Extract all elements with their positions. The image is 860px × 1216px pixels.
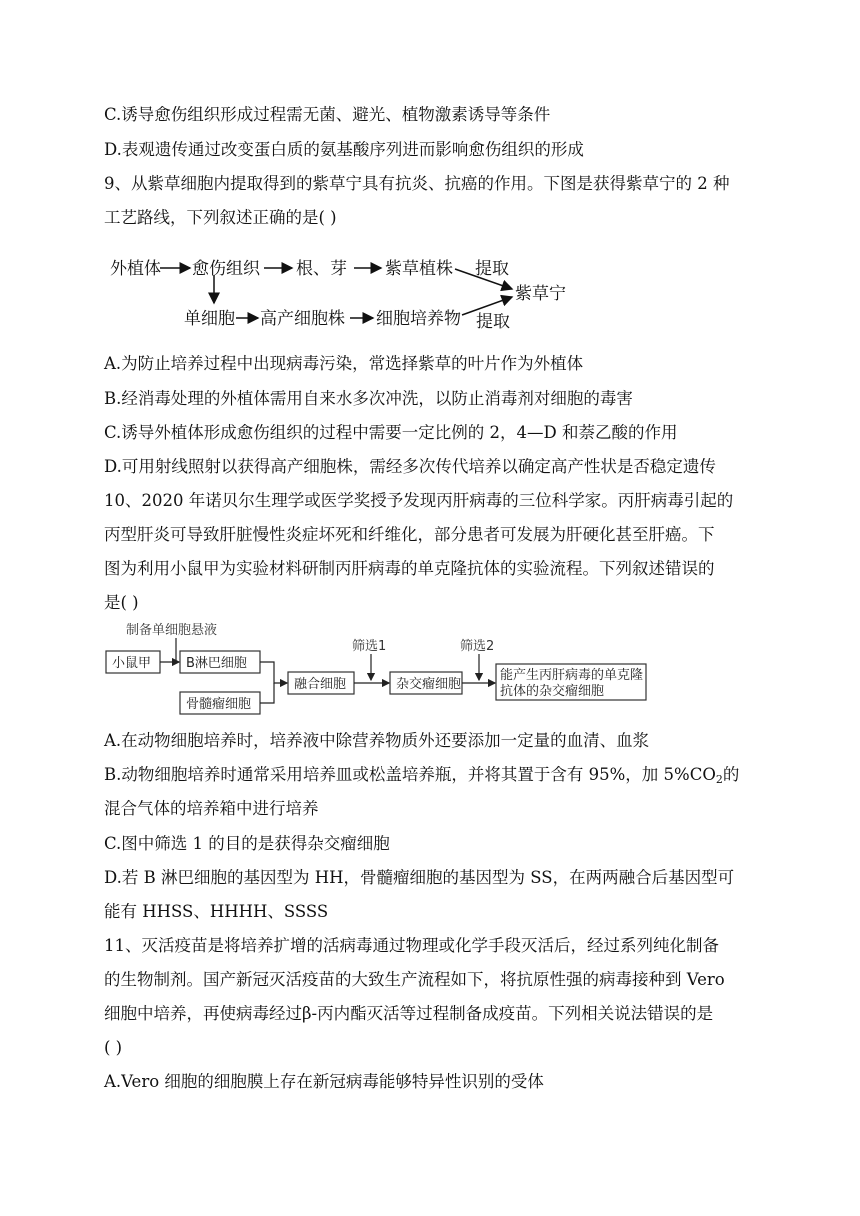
option-b-q10: B.动物细胞培养时通常采用培养皿或松盖培养瓶，并将其置于含有 95%，加 $5\%CO_2$的: [104, 765, 740, 786]
explant-label: 外植体: [110, 259, 161, 279]
option-b-q9: B.经消毒处理的外植体需用自来水多次冲洗，以防止消毒剂对细胞的毒害: [104, 389, 633, 408]
option-d-q10-line2: 能有 HHSS、HHHH、SSSS: [104, 902, 329, 921]
option-c-q8: C.诱导愈伤组织形成过程需无菌、避光、植物激素诱导等条件: [104, 105, 551, 124]
result-line1: 能产生丙肝病毒的单克隆: [500, 668, 644, 683]
option-c-q9: C.诱导外植体形成愈伤组织的过程中需要一定比例的 2，4—D 和萘乙酸的作用: [104, 423, 678, 442]
question-11-line2: 的生物制剂。国产新冠灭活疫苗的大致生产流程如下，将抗原性强的病毒接种到 Vero: [104, 970, 725, 989]
question-10-line2: 丙型肝炎可导致肝脏慢性炎症坏死和纤维化，部分患者可发展为肝硬化甚至肝癌。下: [104, 525, 715, 544]
arrow-bcell-fused: [260, 662, 287, 683]
question-11-line1: 11、灭活疫苗是将培养扩增的活病毒通过物理或化学手段灭活后，经过系列纯化制备: [104, 936, 719, 955]
option-d-q9: D.可用射线照射以获得高产细胞株，需经多次传代培养以确定高产性状是否稳定遗传: [104, 457, 716, 476]
question-11-line3: 细胞中培养，再使病毒经过β-丙内酯灭活等过程制备成疫苗。下列相关说法错误的是: [104, 1004, 714, 1023]
callus-label: 愈伤组织: [192, 259, 260, 279]
extract-bottom-label: 提取: [476, 312, 510, 332]
screen2-label: 筛选2: [460, 639, 495, 654]
shikonin-process-diagram: [100, 245, 580, 337]
question-10-line1: 10、2020 年诺贝尔生理学或医学奖授予发现丙肝病毒的三位科学家。丙肝病毒引起的: [104, 491, 734, 510]
option-a-q9: A.为防止培养过程中出现病毒污染，常选择紫草的叶片作为外植体: [104, 354, 584, 373]
root-bud-label: 根、芽: [296, 259, 347, 279]
question-9-line1: 9、从紫草细胞内提取得到的紫草宁具有抗炎、抗癌的作用。下图是获得紫草宁的 2 种: [104, 174, 730, 193]
single-cell-label: 单细胞: [184, 309, 235, 329]
fused-label: 融合细胞: [294, 677, 347, 692]
extract-top-label: 提取: [475, 259, 509, 279]
option-a-q11: A.Vero 细胞的细胞膜上存在新冠病毒能够特异性识别的受体: [104, 1072, 544, 1091]
question-11-line4: ( ): [104, 1038, 123, 1057]
option-a-q10: A.在动物细胞培养时，培养液中除营养物质外还要添加一定量的血清、血浆: [104, 731, 650, 750]
result-line2: 抗体的杂交瘤细胞: [500, 684, 605, 699]
culture-label: 细胞培养物: [376, 309, 461, 329]
question-10-line3: 图为利用小鼠甲为实验材料研制丙肝病毒的单克隆抗体的实验流程。下列叙述错误的: [104, 559, 715, 578]
screen1-label: 筛选1: [352, 639, 387, 654]
option-b-q10-line2: 混合气体的培养箱中进行培养: [104, 799, 319, 818]
mouse-label: 小鼠甲: [112, 656, 152, 671]
option-d-q10: D.若 B 淋巴细胞的基因型为 HH，骨髓瘤细胞的基因型为 SS，在两两融合后基因型可: [104, 868, 735, 887]
high-yield-label: 高产细胞株: [260, 309, 345, 329]
prep-label: 制备单细胞悬液: [126, 623, 218, 638]
myeloma-label: 骨髓瘤细胞: [186, 697, 252, 712]
plant-label: 紫草植株: [385, 259, 453, 279]
b-cell-label: B淋巴细胞: [186, 656, 247, 671]
hybridoma-label: 杂交瘤细胞: [396, 677, 462, 692]
arrow-myeloma-fused: [260, 683, 274, 703]
question-10-line4: 是( ): [104, 593, 139, 612]
option-c-q10: C.图中筛选 1 的目的是获得杂交瘤细胞: [104, 834, 390, 853]
question-9-line2: 工艺路线，下列叙述正确的是( ): [104, 208, 337, 227]
option-d-q8: D.表观遗传通过改变蛋白质的氨基酸序列进而影响愈伤组织的形成: [104, 140, 584, 159]
product-label: 紫草宁: [515, 284, 566, 304]
monoclonal-antibody-diagram: [104, 618, 664, 720]
